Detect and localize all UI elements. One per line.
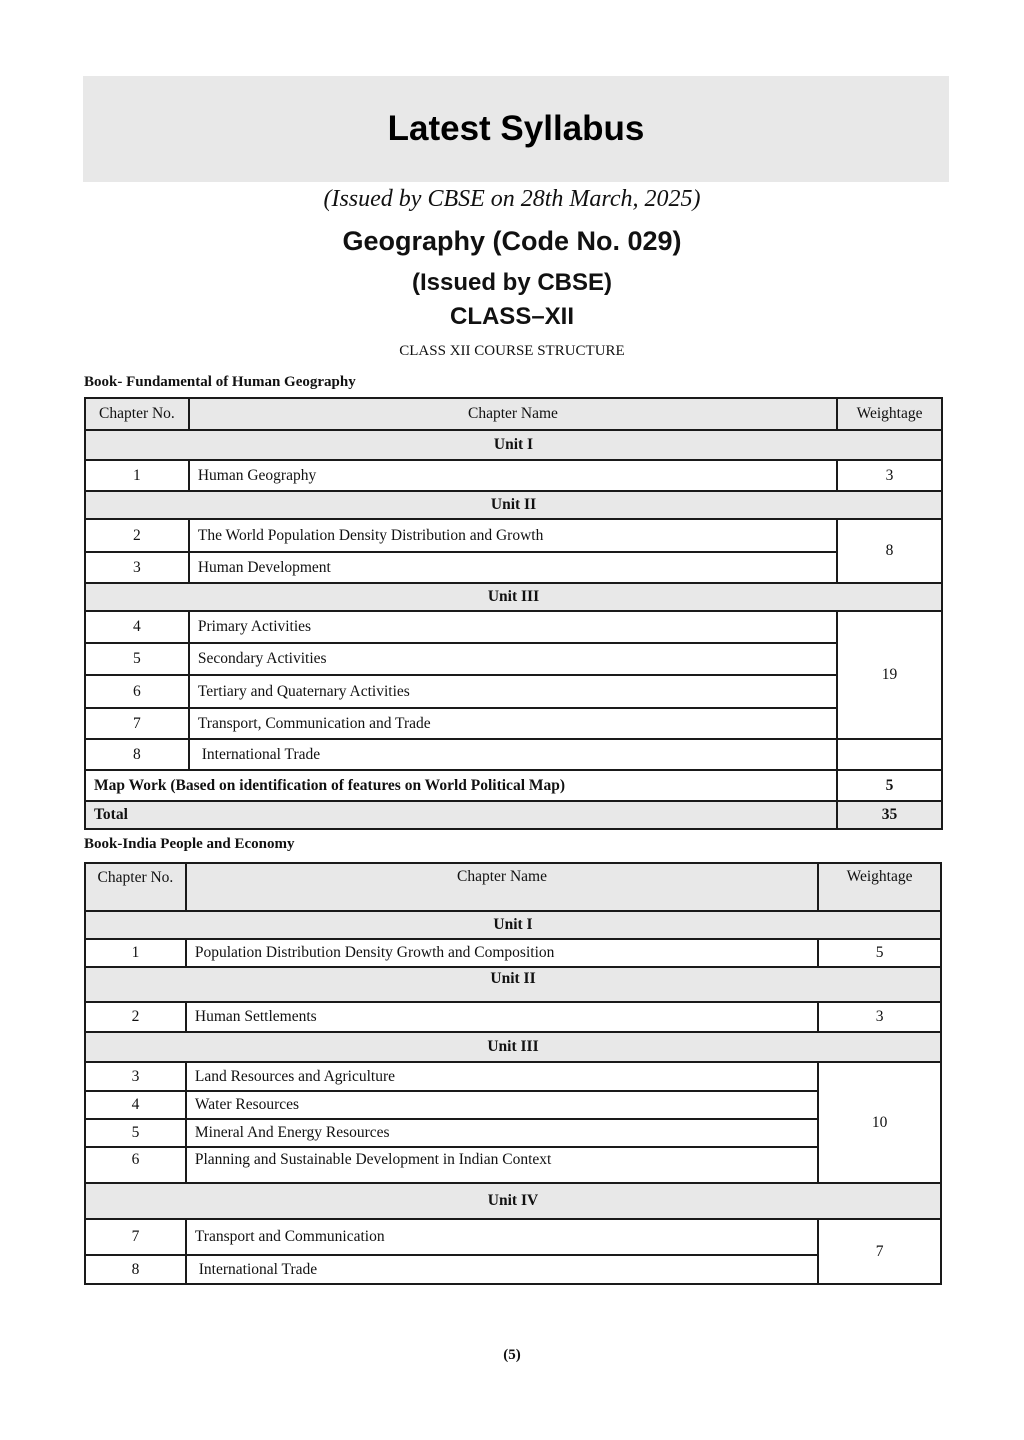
column-header: Weightage	[837, 398, 942, 430]
chapter-name: Mineral And Energy Resources	[186, 1119, 818, 1147]
table-row	[85, 1219, 941, 1255]
table-row	[85, 519, 942, 552]
book2-label: Book-India People and Economy	[84, 836, 295, 852]
unit-label: Unit II	[85, 967, 941, 1002]
weightage: 8	[837, 519, 942, 583]
table-row	[85, 1147, 941, 1183]
chapter-no: 8	[85, 739, 189, 770]
chapter-name: Human Development	[189, 552, 837, 583]
table-header-row	[85, 863, 941, 911]
chapter-no: 3	[85, 1062, 186, 1091]
chapter-no: 4	[85, 1091, 186, 1119]
chapter-no: 7	[85, 1219, 186, 1255]
chapter-name: The World Population Density Distribution and Growth	[189, 519, 837, 552]
chapter-no: 3	[85, 552, 189, 583]
weightage: 10	[818, 1062, 941, 1183]
weightage-empty	[837, 739, 942, 770]
column-header: Chapter No.	[85, 398, 189, 430]
unit-label: Unit III	[85, 583, 942, 611]
chapter-name: Planning and Sustainable Development in Indian Context	[186, 1147, 818, 1183]
chapter-no: 5	[85, 1119, 186, 1147]
book2-table	[84, 862, 942, 1285]
total-label: Total	[85, 801, 837, 829]
chapter-no: 2	[85, 519, 189, 552]
chapter-name: Primary Activities	[189, 611, 837, 643]
weightage: 3	[818, 1002, 941, 1032]
unit-row	[85, 491, 942, 519]
unit-row	[85, 583, 942, 611]
chapter-name: Land Resources and Agriculture	[186, 1062, 818, 1091]
chapter-name: Tertiary and Quaternary Activities	[189, 675, 837, 708]
chapter-name: International Trade	[186, 1255, 818, 1284]
page-title: Latest Syllabus	[387, 109, 645, 148]
table-row	[85, 552, 942, 583]
unit-label: Unit I	[85, 430, 942, 460]
map-work-row	[85, 770, 942, 801]
chapter-no: 6	[85, 1147, 186, 1183]
table-row	[85, 739, 942, 770]
unit-label: Unit II	[85, 491, 942, 519]
table-header-row	[85, 398, 942, 430]
unit-label: Unit IV	[85, 1183, 941, 1219]
unit-row	[85, 967, 941, 1002]
chapter-no: 6	[85, 675, 189, 708]
chapter-name: Water Resources	[186, 1091, 818, 1119]
book1-table	[84, 397, 943, 830]
page-number: (5)	[503, 1347, 521, 1363]
weightage: 5	[818, 939, 941, 967]
unit-row	[85, 1183, 941, 1219]
table-row	[85, 675, 942, 708]
map-work-weightage: 5	[837, 770, 942, 801]
column-header: Chapter No.	[85, 863, 186, 911]
chapter-name: Human Settlements	[186, 1002, 818, 1032]
weightage: 19	[837, 611, 942, 739]
table-row	[85, 1002, 941, 1032]
chapter-no: 4	[85, 611, 189, 643]
unit-row	[85, 911, 941, 939]
chapter-no: 8	[85, 1255, 186, 1284]
chapter-name: Human Geography	[189, 460, 837, 491]
total-row	[85, 801, 942, 829]
chapter-name: Transport, Communication and Trade	[189, 708, 837, 739]
book1-label: Book- Fundamental of Human Geography	[84, 374, 356, 390]
issued-by: (Issued by CBSE)	[411, 269, 613, 296]
course-structure-heading: CLASS XII COURSE STRUCTURE	[399, 343, 625, 359]
unit-row	[85, 430, 942, 460]
chapter-no: 1	[85, 460, 189, 491]
table-row	[85, 1255, 941, 1284]
table-row	[85, 1119, 941, 1147]
table-row	[85, 643, 942, 675]
title-banner	[83, 76, 949, 182]
issued-note: (Issued by CBSE on 28th March, 2025)	[323, 186, 701, 212]
unit-label: Unit I	[85, 911, 941, 939]
total-weightage: 35	[837, 801, 942, 829]
class-heading: CLASS–XII	[449, 303, 575, 330]
chapter-name: Secondary Activities	[189, 643, 837, 675]
chapter-no: 7	[85, 708, 189, 739]
chapter-name: Transport and Communication	[186, 1219, 818, 1255]
chapter-no: 5	[85, 643, 189, 675]
column-header: Chapter Name	[189, 398, 837, 430]
chapter-name: Population Distribution Density Growth and Composition	[186, 939, 818, 967]
table-row	[85, 939, 941, 967]
chapter-no: 2	[85, 1002, 186, 1032]
table-row	[85, 611, 942, 643]
column-header: Weightage	[818, 863, 941, 911]
column-header: Chapter Name	[186, 863, 818, 911]
table-row	[85, 1062, 941, 1091]
table-row	[85, 708, 942, 739]
weightage: 3	[837, 460, 942, 491]
subject-heading: Geography (Code No. 029)	[342, 226, 682, 256]
chapter-no: 1	[85, 939, 186, 967]
table-row	[85, 1091, 941, 1119]
map-work-label: Map Work (Based on identification of features on World Political Map)	[85, 770, 837, 801]
chapter-name: International Trade	[189, 739, 837, 770]
unit-row	[85, 1032, 941, 1062]
unit-label: Unit III	[85, 1032, 941, 1062]
weightage: 7	[818, 1219, 941, 1284]
table-row	[85, 460, 942, 491]
